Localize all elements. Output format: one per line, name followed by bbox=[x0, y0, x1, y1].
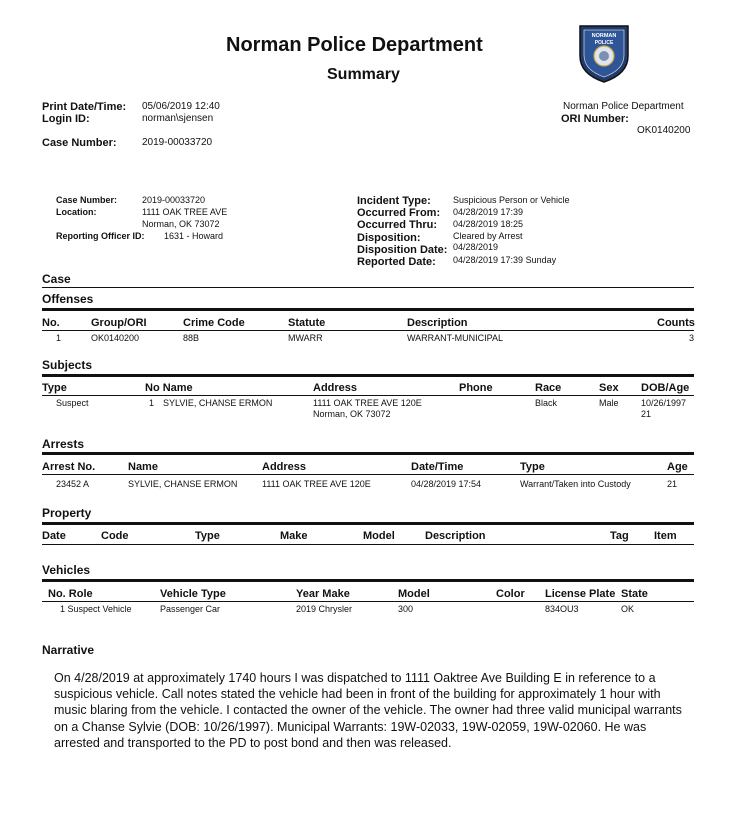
location-line1: 1111 OAK TREE AVE bbox=[142, 207, 228, 217]
divider bbox=[42, 522, 694, 525]
case-number-label: Case Number: bbox=[42, 137, 117, 149]
subjects-col-sex: Sex bbox=[599, 382, 619, 394]
section-narrative: Narrative bbox=[42, 643, 95, 657]
arrest-age: 21 bbox=[667, 479, 678, 489]
section-property: Property bbox=[42, 506, 92, 520]
divider bbox=[42, 474, 694, 475]
offense-no: 1 bbox=[56, 333, 62, 343]
officer-value: 1631 - Howard bbox=[164, 231, 224, 241]
ori-label: ORI Number: bbox=[561, 113, 629, 125]
case-number-value: 2019-00033720 bbox=[142, 137, 213, 148]
arrest-address: 1111 OAK TREE AVE 120E bbox=[262, 479, 371, 489]
arrest-no: 23452 A bbox=[56, 479, 90, 489]
subject-sex: Male bbox=[599, 398, 619, 408]
vehicle-year-make: 2019 Chrysler bbox=[296, 604, 353, 614]
arrests-col-datetime: Date/Time bbox=[411, 461, 464, 473]
case-info-number-label: Case Number: bbox=[56, 195, 118, 205]
divider bbox=[42, 544, 694, 545]
section-case: Case bbox=[42, 272, 71, 286]
occurred-from: 04/28/2019 17:39 bbox=[453, 207, 524, 217]
offenses-col-description: Description bbox=[407, 317, 468, 329]
subjects-col-type: Type bbox=[42, 382, 67, 394]
subject-no: 1 bbox=[149, 398, 155, 408]
badge-text-bottom: POLICE bbox=[594, 40, 614, 46]
property-col-type: Type bbox=[195, 530, 220, 542]
property-col-code: Code bbox=[101, 530, 129, 542]
offense-counts: 3 bbox=[689, 333, 695, 343]
offenses-col-counts: Counts bbox=[657, 317, 695, 329]
print-value: 05/06/2019 12:40 bbox=[142, 101, 220, 112]
property-col-description: Description bbox=[425, 530, 486, 542]
subject-race: Black bbox=[535, 398, 558, 408]
page-title: Norman Police Department bbox=[226, 34, 483, 56]
arrests-col-no: Arrest No. bbox=[42, 461, 96, 473]
divider bbox=[42, 395, 694, 396]
agency-name: Norman Police Department bbox=[563, 101, 684, 112]
offenses-col-crime-code: Crime Code bbox=[183, 317, 245, 329]
divider bbox=[42, 308, 694, 311]
subject-address-line1: 1111 OAK TREE AVE 120E bbox=[313, 398, 422, 408]
arrests-col-type: Type bbox=[520, 461, 545, 473]
offenses-col-group: Group/ORI bbox=[91, 317, 147, 329]
subject-age: 21 bbox=[641, 409, 652, 419]
divider bbox=[42, 452, 694, 455]
vehicle-model: 300 bbox=[398, 604, 414, 614]
badge-text-top: NORMAN bbox=[591, 33, 617, 39]
offense-group: OK0140200 bbox=[91, 333, 140, 343]
vehicles-col-type: Vehicle Type bbox=[160, 588, 226, 600]
vehicles-col-role: No. Role bbox=[48, 588, 93, 600]
property-col-tag: Tag bbox=[610, 530, 629, 542]
property-col-item: Item bbox=[654, 530, 677, 542]
vehicle-type: Passenger Car bbox=[160, 604, 221, 614]
arrest-datetime: 04/28/2019 17:54 bbox=[411, 479, 482, 489]
officer-label: Reporting Officer ID: bbox=[56, 231, 145, 241]
vehicles-col-year-make: Year Make bbox=[296, 588, 350, 600]
section-arrests: Arrests bbox=[42, 437, 85, 451]
vehicle-role: 1 Suspect Vehicle bbox=[60, 604, 132, 614]
arrests-col-age: Age bbox=[667, 461, 688, 473]
vehicles-col-model: Model bbox=[398, 588, 430, 600]
login-value: norman\sjensen bbox=[142, 113, 214, 124]
disposition: Cleared by Arrest bbox=[453, 231, 523, 241]
page-subtitle: Summary bbox=[327, 66, 400, 83]
subjects-col-name: No Name bbox=[145, 382, 193, 394]
occurred-from-label: Occurred From: bbox=[357, 207, 441, 219]
ori-value: OK0140200 bbox=[637, 125, 691, 136]
arrests-col-address: Address bbox=[262, 461, 307, 473]
divider bbox=[42, 287, 694, 288]
vehicle-state: OK bbox=[621, 604, 635, 614]
offense-statute: MWARR bbox=[288, 333, 323, 343]
divider bbox=[42, 330, 694, 331]
subject-address-line2: Norman, OK 73072 bbox=[313, 409, 391, 419]
occurred-thru: 04/28/2019 18:25 bbox=[453, 219, 524, 229]
divider bbox=[42, 374, 694, 377]
offenses-col-statute: Statute bbox=[288, 317, 326, 329]
section-offenses: Offenses bbox=[42, 292, 94, 306]
offenses-col-no: No. bbox=[42, 317, 60, 329]
login-label: Login ID: bbox=[42, 113, 90, 125]
subjects-col-dob: DOB/Age bbox=[641, 382, 690, 394]
print-label: Print Date/Time: bbox=[42, 101, 127, 113]
location-label: Location: bbox=[56, 207, 97, 217]
police-badge-icon bbox=[578, 22, 630, 84]
subject-dob: 10/26/1997 bbox=[641, 398, 687, 408]
offense-crime-code: 88B bbox=[183, 333, 200, 343]
subjects-col-address: Address bbox=[313, 382, 358, 394]
arrests-col-name: Name bbox=[128, 461, 158, 473]
divider bbox=[42, 601, 694, 602]
case-info-number: 2019-00033720 bbox=[142, 195, 206, 205]
vehicles-col-color: Color bbox=[496, 588, 525, 600]
disposition-label: Disposition: bbox=[357, 232, 421, 244]
disposition-date-label: Disposition Date: bbox=[357, 244, 448, 256]
occurred-thru-label: Occurred Thru: bbox=[357, 219, 438, 231]
divider bbox=[42, 579, 694, 582]
incident-type-label: Incident Type: bbox=[357, 195, 431, 207]
subject-name: SYLVIE, CHANSE ERMON bbox=[163, 398, 273, 408]
arrest-type: Warrant/Taken into Custody bbox=[520, 479, 631, 489]
property-col-date: Date bbox=[42, 530, 66, 542]
reported-date: 04/28/2019 17:39 Sunday bbox=[453, 255, 557, 265]
disposition-date: 04/28/2019 bbox=[453, 242, 499, 252]
reported-date-label: Reported Date: bbox=[357, 256, 436, 268]
section-subjects: Subjects bbox=[42, 358, 93, 372]
arrest-name: SYLVIE, CHANSE ERMON bbox=[128, 479, 238, 489]
location-line2: Norman, OK 73072 bbox=[142, 219, 220, 229]
narrative-text: On 4/28/2019 at approximately 1740 hours I was dispatched to 1111 Oaktree Ave Building E in reference to a suspicious vehicle. Call notes stated the vehicle had been in front of the building for approximately 1 hour with music blaring from the vehicle. I contacted the owner of the vehicle. The owner had three valid municipal warrants on a Chanse Sylvie (DOB: 10/26/1997). Municipal Warrants: 19W-02033, 19W-02059, 19W-02060. He was arrested and transported to the PD to post bond and then was released. bbox=[54, 671, 682, 750]
incident-type: Suspicious Person or Vehicle bbox=[453, 195, 570, 205]
vehicles-col-plate: License Plate bbox=[545, 588, 616, 600]
property-col-make: Make bbox=[280, 530, 308, 542]
vehicles-col-state: State bbox=[621, 588, 648, 600]
subjects-col-phone: Phone bbox=[459, 382, 493, 394]
property-col-model: Model bbox=[363, 530, 395, 542]
vehicle-plate: 834OU3 bbox=[545, 604, 579, 614]
subject-type: Suspect bbox=[56, 398, 89, 408]
offense-description: WARRANT-MUNICIPAL bbox=[407, 333, 504, 343]
section-vehicles: Vehicles bbox=[42, 563, 91, 577]
subjects-col-race: Race bbox=[535, 382, 562, 394]
